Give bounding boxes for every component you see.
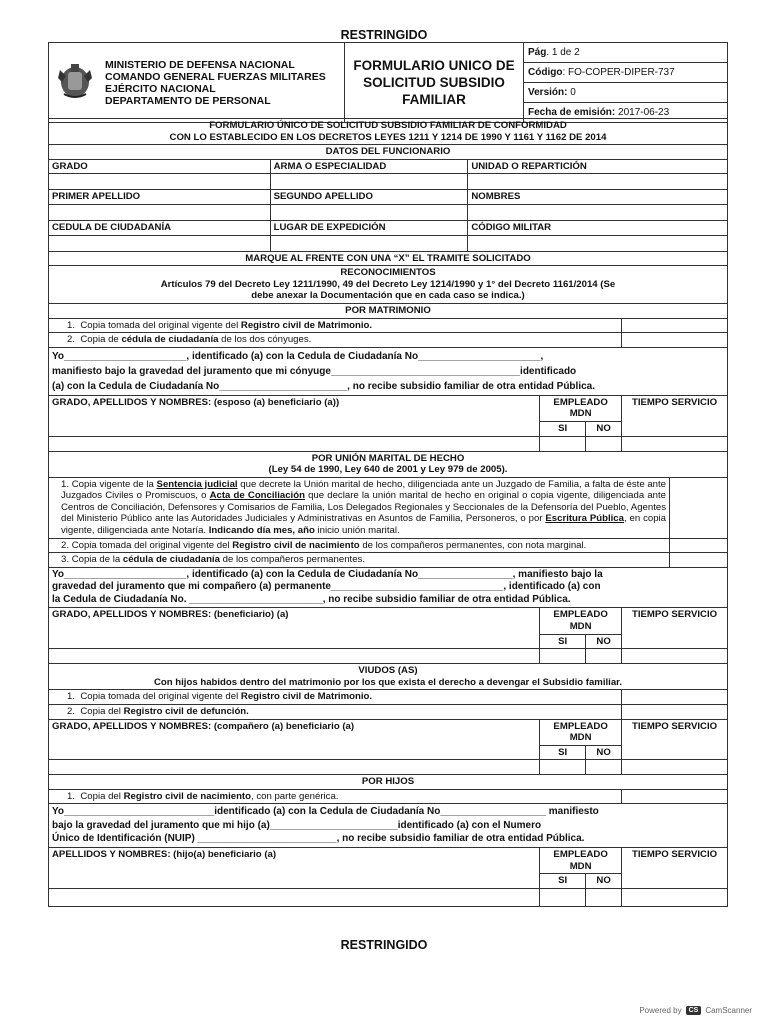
viudos-tiempo-label: TIEMPO SERVICIO — [622, 719, 728, 760]
marque-instruction: MARQUE AL FRENTE CON UNA “X” EL TRAMITE SOLICITADO — [49, 251, 728, 266]
grado-field[interactable] — [49, 174, 271, 190]
union-item-2-check[interactable] — [670, 538, 728, 553]
union-item-3-check[interactable] — [670, 553, 728, 568]
primer-apellido-label: PRIMER APELLIDO — [49, 190, 271, 205]
union-item-2: 2. Copia tomada del original vigente del Registro civil de nacimiento de los compañeros permanentes, con nota marginal. — [49, 538, 670, 553]
restricted-footer: RESTRINGIDO — [340, 938, 428, 952]
unidad-label: UNIDAD O REPARTICIÓN — [468, 159, 728, 174]
matrimonio-item-1: 1. Copia tomada del original vigente del Registro civil de Matrimonio. — [49, 318, 622, 333]
hijos-si-field[interactable] — [540, 888, 586, 906]
union-no-label: NO — [586, 634, 622, 649]
hijos-empleado-label: EMPLEADO MDN — [540, 847, 622, 873]
camscanner-footer — [639, 1006, 752, 1015]
union-item-3: 3. Copia de la cédula de ciudadanía de los compañeros permanentes. — [49, 553, 670, 568]
matrimonio-no-label: NO — [586, 421, 622, 436]
nombres-field[interactable] — [468, 204, 728, 220]
unidad-field[interactable] — [468, 174, 728, 190]
hijos-beneficiario-field[interactable] — [49, 888, 540, 906]
form-title: FORMULARIO UNICO DE SOLICITUD SUBSIDIO FAMILIAR — [345, 43, 524, 123]
matrimonio-no-field[interactable] — [586, 436, 622, 451]
matrimonio-tiempo-field[interactable] — [622, 436, 728, 451]
page-number: Pág. 1 de 2 — [524, 43, 728, 63]
org-line-3: EJÉRCITO NACIONAL — [105, 82, 216, 95]
viudos-item-2: 2. Copia del Registro civil de defunción. — [49, 704, 622, 719]
viudos-item-2-check[interactable] — [622, 704, 728, 719]
camscanner-icon: CS — [686, 1006, 702, 1015]
viudos-empleado-label: EMPLEADO MDN — [540, 719, 622, 745]
org-line-2: COMANDO GENERAL FUERZAS MILITARES — [105, 70, 326, 83]
codigo-militar-label: CÓDIGO MILITAR — [468, 220, 728, 235]
matrimonio-si-field[interactable] — [540, 436, 586, 451]
hijos-tiempo-label: TIEMPO SERVICIO — [622, 847, 728, 888]
arma-field[interactable] — [270, 174, 468, 190]
viudos-item-1: 1. Copia tomada del original vigente del Registro civil de Matrimonio. — [49, 690, 622, 705]
union-declaration[interactable]: Yo______________________, identificado (a) con la Cedula de Ciudadanía No_________________, manifiesto bajo la gravedad del juramento que mi compañero (a) permanente_______________________________, identificado (a) con la Cedula de Ciudadanía No. ________________________, no recibe subsidio familiar de otra entidad Pública. — [49, 567, 728, 608]
lugar-expedicion-label: LUGAR DE EXPEDICIÓN — [270, 220, 468, 235]
matrimonio-item-2: 2. Copia de cédula de ciudadanía de los dos cónyuges. — [49, 333, 622, 348]
viudos-beneficiario-label: GRADO, APELLIDOS Y NOMBRES: (compañero (a) beneficiario (a) — [49, 719, 540, 760]
union-si-field[interactable] — [540, 649, 586, 664]
matrimonio-tiempo-label: TIEMPO SERVICIO — [622, 395, 728, 436]
viudos-beneficiario-field[interactable] — [49, 760, 540, 775]
union-empleado-label: EMPLEADO MDN — [540, 608, 622, 634]
camscanner-text: CamScanner — [705, 1006, 752, 1015]
restricted-header: RESTRINGIDO — [340, 28, 428, 42]
army-seal-icon — [56, 60, 94, 100]
intro-heading: FORMULARIO ÚNICO DE SOLICITUD SUBSIDIO FAMILIAR DE CONFORMIDAD CON LO ESTABLECIDO EN LOS DECRETOS LEYES 1211 Y 1214 DE 1990 Y 1161 Y 1162 DE 2014 — [49, 119, 728, 145]
datos-title: DATOS DEL FUNCIONARIO — [49, 145, 728, 160]
form-code: Código: FO-COPER-DIPER-737 — [524, 63, 728, 83]
hijos-title: POR HIJOS — [49, 775, 728, 790]
matrimonio-beneficiario-label: GRADO, APELLIDOS Y NOMBRES: (esposo (a) beneficiario (a)) — [49, 395, 540, 436]
document-header — [48, 42, 728, 123]
union-item-1-check[interactable] — [670, 477, 728, 538]
matrimonio-beneficiario-field[interactable] — [49, 436, 540, 451]
hijos-beneficiario-label: APELLIDOS Y NOMBRES: (hijo(a) beneficiario (a) — [49, 847, 540, 888]
viudos-si-field[interactable] — [540, 760, 586, 775]
powered-by-text: Powered by — [639, 1006, 682, 1015]
union-si-label: SI — [540, 634, 586, 649]
union-tiempo-label: TIEMPO SERVICIO — [622, 608, 728, 649]
matrimonio-item-1-check[interactable] — [622, 318, 728, 333]
viudos-item-1-check[interactable] — [622, 690, 728, 705]
form-body — [48, 118, 728, 907]
union-beneficiario-field[interactable] — [49, 649, 540, 664]
union-item-1: 1. Copia vigente de la Sentencia judicial que decrete la Unión marital de hecho, diligenciada ante un Juzgado de Familia, a falta de éste ante Juzgados Civiles o Promiscuos, o Acta de Conciliación que declare la unión marital de hecho en original o copia vigente, diligenciada ante Centros de Conciliación, Defensores y Comisarios de Familia, Los Delegados Regionales y Seccionales de la Defensoría del Pueblo, Agentes del Ministerio Público ante las Autoridades Judiciales y Administrativas en Asuntos de Familia, Personeros, o por Escritura Pública, en copia vigente, diligenciada ante Notaría. Indicando día mes, año inicio unión marital. — [49, 477, 670, 538]
matrimonio-si-label: SI — [540, 421, 586, 436]
org-line-1: MINISTERIO DE DEFENSA NACIONAL — [105, 58, 295, 71]
matrimonio-title: POR MATRIMONIO — [49, 303, 728, 318]
lugar-expedicion-field[interactable] — [270, 235, 468, 251]
grado-label: GRADO — [49, 159, 271, 174]
seal-cell — [49, 43, 102, 123]
segundo-apellido-field[interactable] — [270, 204, 468, 220]
codigo-militar-field[interactable] — [468, 235, 728, 251]
hijos-no-field[interactable] — [586, 888, 622, 906]
hijos-declaration[interactable]: Yo___________________________identificado (a) con la Cedula de Ciudadanía No___________________ manifiesto bajo la gravedad del juramento que mi hijo (a)_______________________identificado (a) con el Numero Único de Identificación (NUIP) _________________________, no recibe subsidio familiar de otra entidad Pública. — [49, 804, 728, 848]
hijos-no-label: NO — [586, 874, 622, 889]
org-line-4: DEPARTAMENTO DE PERSONAL — [105, 94, 271, 107]
form-version: Versión: 0 — [524, 83, 728, 103]
union-beneficiario-label: GRADO, APELLIDOS Y NOMBRES: (beneficiario) (a) — [49, 608, 540, 649]
segundo-apellido-label: SEGUNDO APELLIDO — [270, 190, 468, 205]
viudos-no-field[interactable] — [586, 760, 622, 775]
union-title: POR UNIÓN MARITAL DE HECHO (Ley 54 de 1990, Ley 640 de 2001 y Ley 979 de 2005). — [49, 451, 728, 477]
hijos-si-label: SI — [540, 874, 586, 889]
hijos-tiempo-field[interactable] — [622, 888, 728, 906]
viudos-si-label: SI — [540, 745, 586, 760]
hijos-item-1-check[interactable] — [622, 789, 728, 804]
matrimonio-empleado-label: EMPLEADO MDN — [540, 395, 622, 421]
matrimonio-item-2-check[interactable] — [622, 333, 728, 348]
viudos-tiempo-field[interactable] — [622, 760, 728, 775]
hijos-item-1: 1. Copia del Registro civil de nacimiento, con parte genérica. — [49, 789, 622, 804]
nombres-label: NOMBRES — [468, 190, 728, 205]
union-tiempo-field[interactable] — [622, 649, 728, 664]
union-no-field[interactable] — [586, 649, 622, 664]
matrimonio-declaration[interactable]: Yo______________________, identificado (a) con la Cedula de Ciudadanía No______________________, manifiesto bajo la gravedad del juramento que mi cónyuge__________________________________identificado (a) con la Cedula de Ciudadanía No_______________________, no recibe subsidio familiar de otra entidad Pública. — [49, 347, 728, 395]
reconocimientos-block: RECONOCIMIENTOS Artículos 79 del Decreto Ley 1211/1990, 49 del Decreto Ley 1214/1990 y 1° del Decreto 1161/2014 (Se debe anexar la Documentación que en cada caso se indica.) — [49, 266, 728, 304]
cedula-field[interactable] — [49, 235, 271, 251]
organization-block — [101, 43, 345, 123]
cedula-label: CEDULA DE CIUDADANÍA — [49, 220, 271, 235]
primer-apellido-field[interactable] — [49, 204, 271, 220]
arma-label: ARMA O ESPECIALIDAD — [270, 159, 468, 174]
emission-date: Fecha de emisión: 2017-06-23 — [524, 103, 728, 123]
viudos-no-label: NO — [586, 745, 622, 760]
viudos-title: VIUDOS (AS) Con hijos habidos dentro del matrimonio por los que exista el derecho a devengar el Subsidio familiar. — [49, 664, 728, 690]
